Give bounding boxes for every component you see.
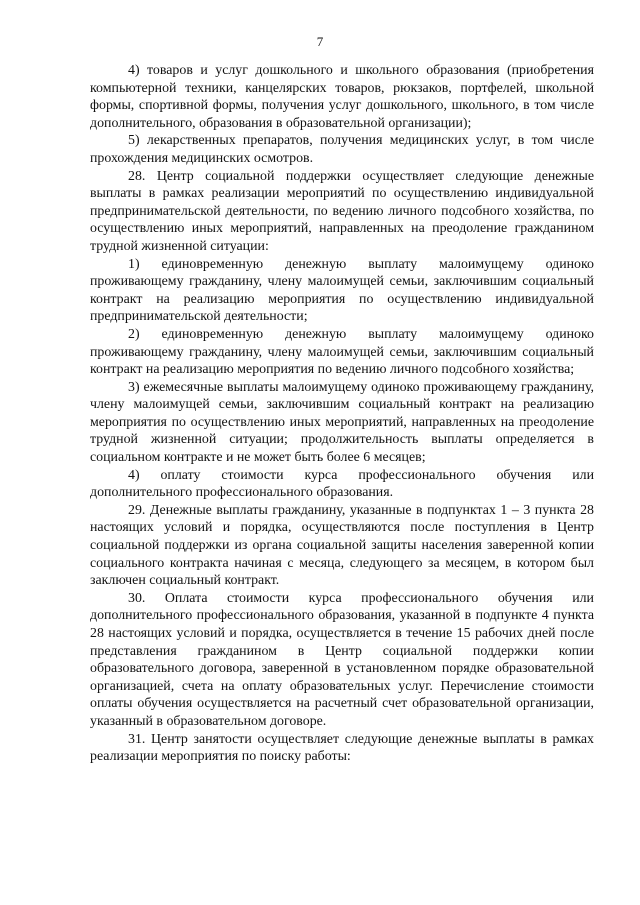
document-body [90, 62, 594, 766]
paragraph-item-5-medicines: 5) лекарственных препаратов, получения медицинских услуг, в том числе прохождения медицинских осмотров. [90, 133, 594, 166]
paragraph-clause-31: 31. Центр занятости осуществляет следующие денежные выплаты в рамках реализации мероприятия по поиску работы: [90, 731, 594, 765]
paragraph-clause-28-item-4: 4) оплату стоимости курса профессионального обучения или дополнительного профессионального образования. [90, 467, 594, 501]
paragraph-clause-30: 30. Оплата стоимости курса профессионального обучения или дополнительного профессионального образования, указанной в подпункте 4 пункта 28 настоящих условий и порядка, осуществляется в течение 15 рабочих дней после представления гражданином в Центр социальной поддержки копии образовательного договора, заверенной в установленном порядке образовательной организацией, счета на оплату образовательных услуг. Перечисление стоимости оплаты обучения осуществляется на расчетный счет образовательной организации, указанный в образовательном договоре. [90, 590, 594, 729]
paragraph-clause-28: 28. Центр социальной поддержки осуществляет следующие денежные выплаты в рамках реализации мероприятий по осуществлению индивидуальной предпринимательской деятельности, по ведению личного подсобного хозяйства, по осуществлению иных мероприятий, направленных на преодоление гражданином трудной жизненной ситуации: [90, 168, 594, 254]
paragraph-clause-28-item-1: 1) единовременную денежную выплату малоимущему одиноко проживающему гражданину, члену малоимущей семьи, заключившим социальный контракт на реализацию мероприятия по осуществлению индивидуальной предпринимательской деятельности; [90, 256, 594, 325]
paragraph-clause-29: 29. Денежные выплаты гражданину, указанные в подпунктах 1 – 3 пункта 28 настоящих условий и порядка, осуществляются после поступления в Центр социальной поддержки из органа социальной защиты населения заверенной копии социального контракта начиная с месяца, следующего за месяцем, в котором был заключен социальный контракт. [90, 502, 594, 589]
paragraph-clause-28-item-3: 3) ежемесячные выплаты малоимущему одиноко проживающему гражданину, члену малоимущей семьи, заключившим социальный контракт на реализацию мероприятия по осуществлению иных мероприятий, направленных на преодоление трудной жизненной ситуации; продолжительность выплаты определяется в социальном контракте и не может быть более 6 месяцев; [90, 379, 594, 466]
paragraph-item-4-school-goods: 4) товаров и услуг дошкольного и школьного образования (приобретения компьютерной техники, канцелярских товаров, рюкзаков, портфелей, школьной формы, спортивной формы, получения услуг дошкольного, школьного, в том числе дополнительного, образования в образовательной организации); [90, 63, 594, 131]
paragraph-clause-28-item-2: 2) единовременную денежную выплату малоимущему одиноко проживающему гражданину, члену малоимущей семьи, заключившим социальный контракт на реализацию мероприятия по ведению личного подсобного хозяйства; [90, 326, 594, 378]
page-number: 7 [316, 34, 324, 49]
